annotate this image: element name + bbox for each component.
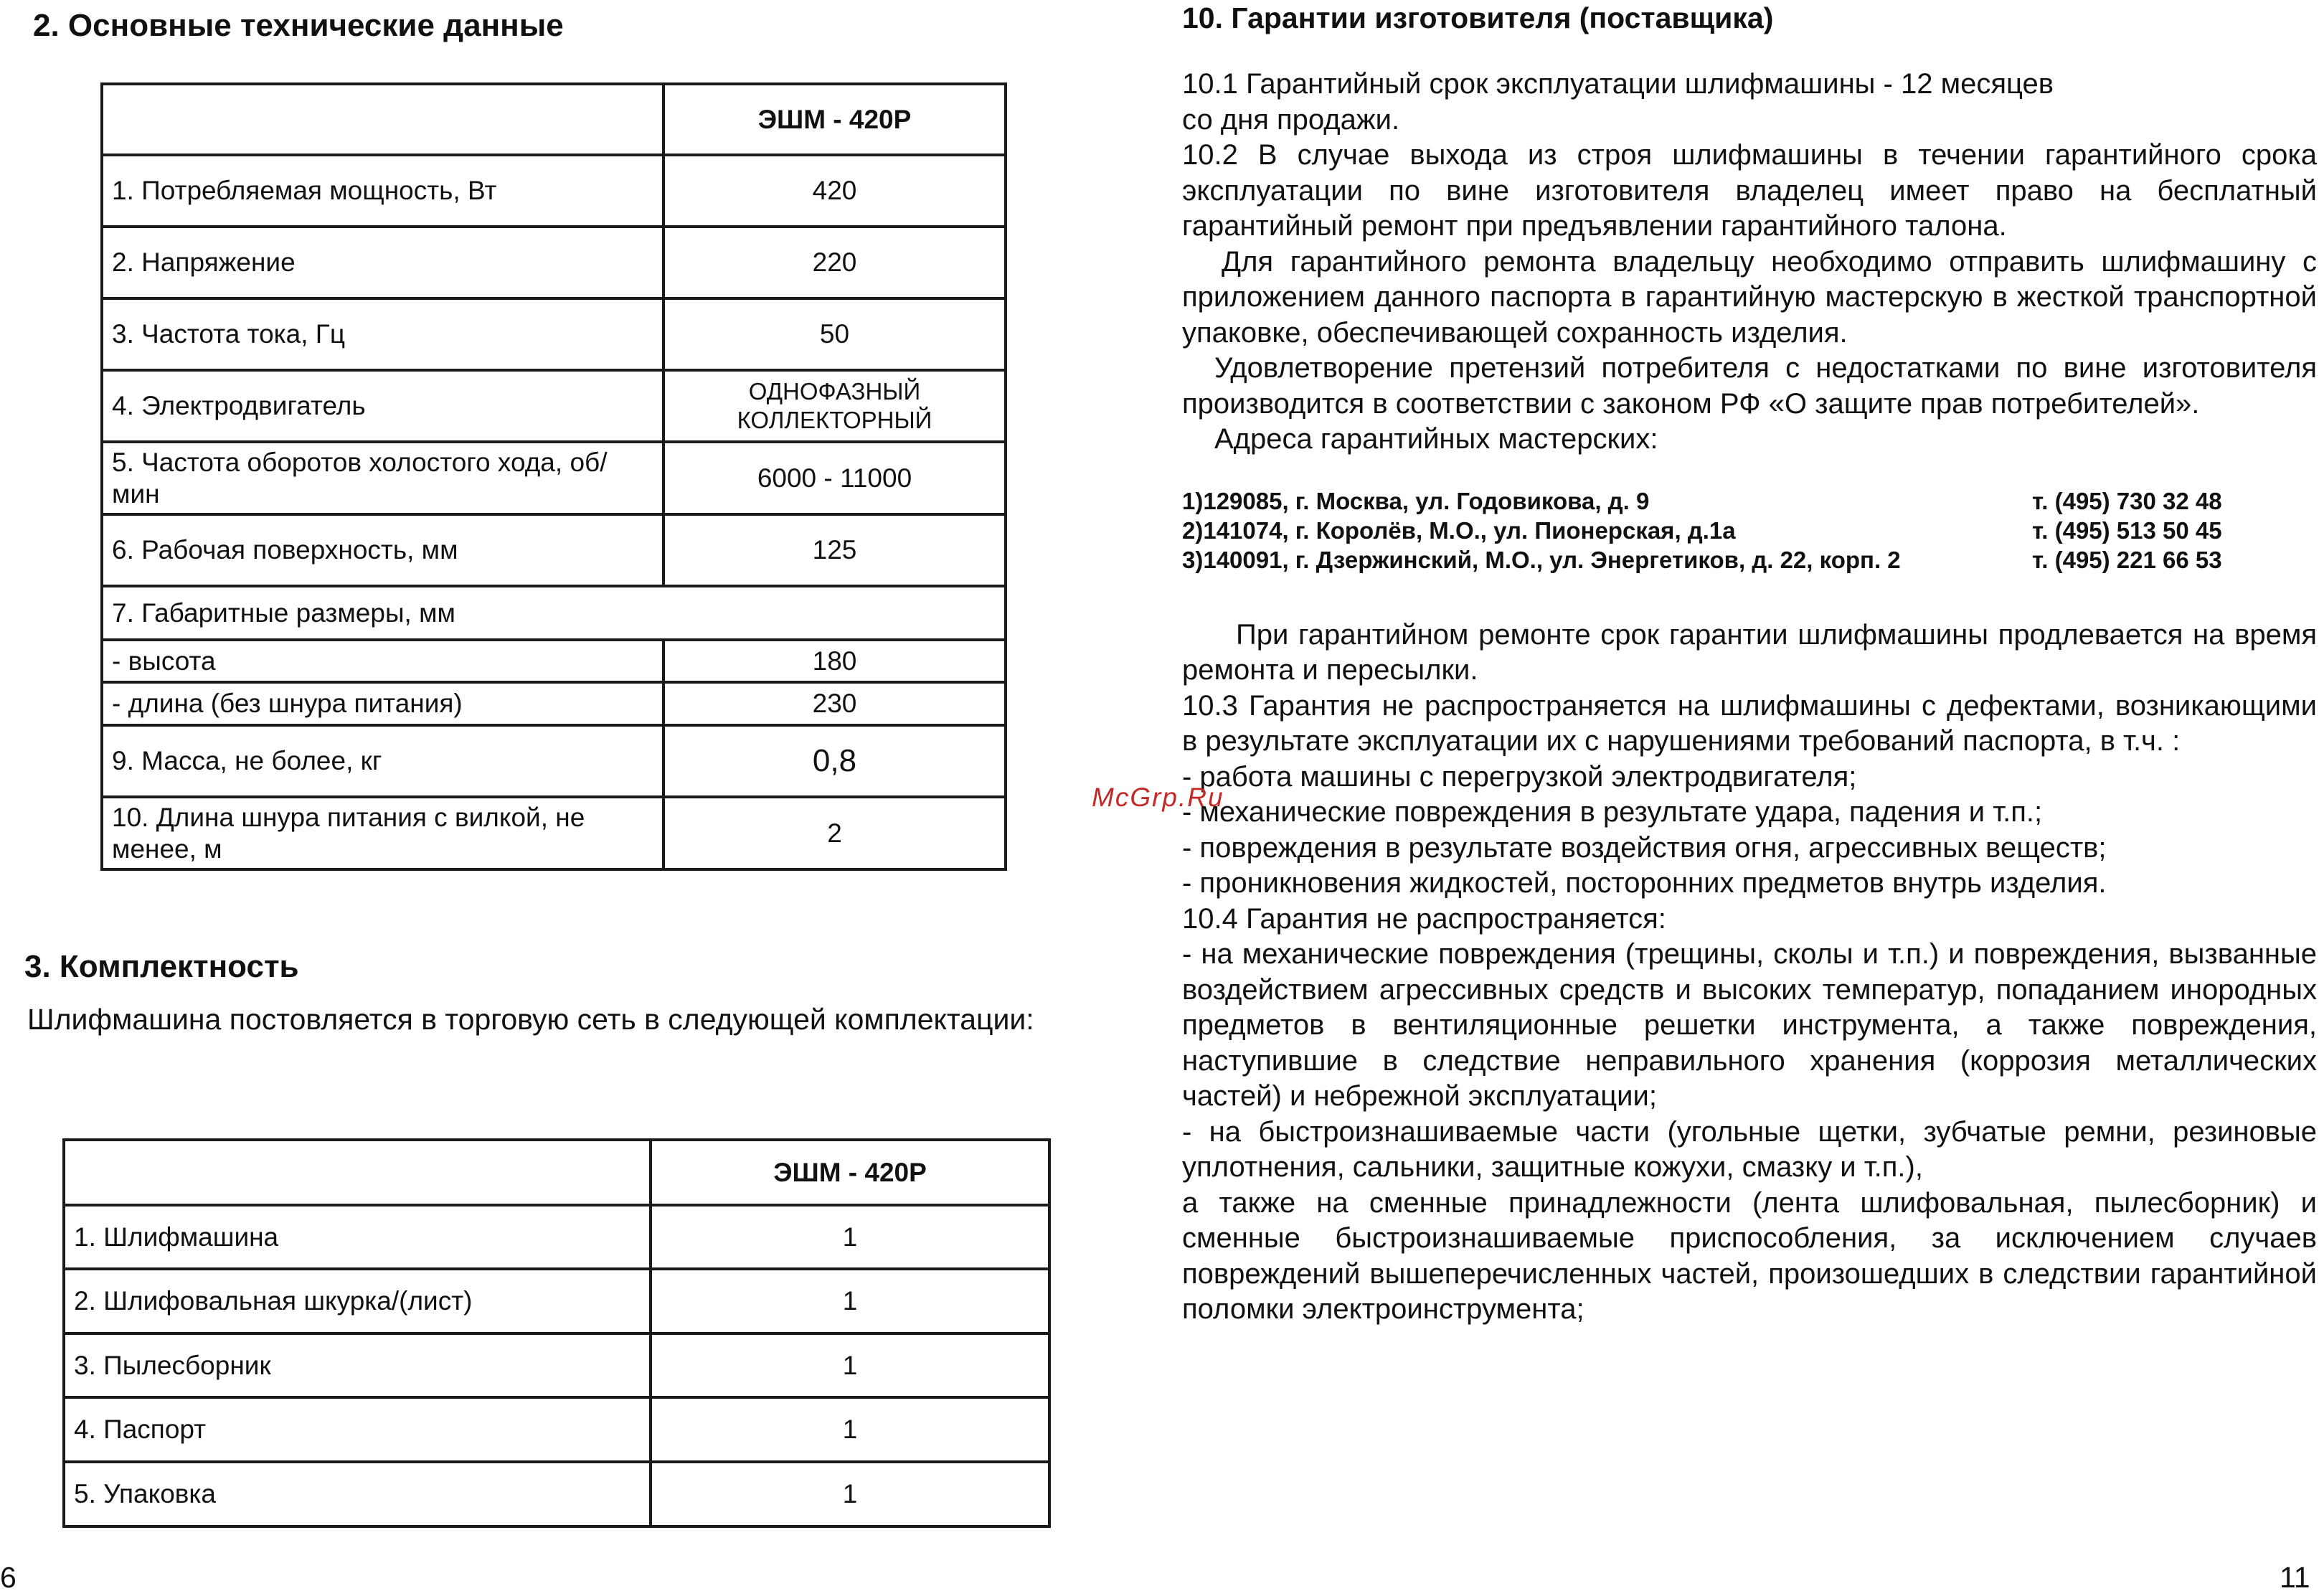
table-header-empty-cell [102,84,663,155]
address-text: 1)129085, г. Москва, ул. Годовикова, д. 9 [1182,487,1650,514]
warranty-section [1182,0,2317,1328]
table-header-empty-cell [64,1140,651,1205]
address-row [1182,545,2317,575]
item-quantity: 1 [651,1333,1049,1397]
warranty-paragraph: - на механические повреждения (трещины, сколы и т.п.) и повреждения, вызванные воздействием агрессивных средств и высоких температур, попаданием инородных предметов в вентиляционные решетки инструмента, а также повреждения, наступившие в следствие неправильного хранения (коррозия металлических частей) и небрежной эксплуатации; [1182,938,2317,1112]
package-contents-table [62,1138,1051,1528]
table-header-row [64,1140,1049,1205]
table-row [64,1205,1049,1269]
item-label: 2. Шлифовальная шкурка/(лист) [64,1269,651,1333]
warranty-bullet: - механические повреждения в результате удара, падения и т.п.; [1182,796,2043,828]
phone-text: т. (495) 513 50 45 [2032,516,2222,544]
section-2-title: 2. Основные технические данные [33,8,564,43]
spec-label: 7. Габаритные размеры, мм [102,586,1006,640]
service-addresses [1182,486,2317,575]
warranty-paragraph: Для гарантийного ремонта владельцу необходимо отправить шлифмашину с приложением данного паспорта в гарантийную мастерскую в жесткой транспортной упаковке, обеспечивающей сохранность изделия. [1182,245,2317,349]
item-label: 4. Паспорт [64,1397,651,1462]
spec-value [663,370,1006,442]
warranty-paragraph: а также на сменные принадлежности (лента шлифовальная, пылесборник) и сменные быстроизнашиваемые приспособления, за исключением случаев повреждений вышеперечисленных частей, произошедших в следствии гарантийной поломки электроинструмента; [1182,1186,2317,1325]
warranty-title: 10. Гарантии изготовителя (поставщика) [1182,1,1774,34]
table-row [64,1462,1049,1526]
item-quantity: 1 [651,1205,1049,1269]
warranty-paragraph: - на быстроизнашиваемые части (угольные щетки, зубчатые ремни, резиновые уплотнения, сальники, защитные кожухи, смазку и т.п.), [1182,1115,2317,1183]
warranty-bullet: - работа машины с перегрузкой электродвигателя; [1182,760,1857,793]
model-header: ЭШМ - 420Р [651,1140,1049,1205]
warranty-paragraph: При гарантийном ремонте срок гарантии шлифмашины продлевается на время ремонта и пересылки. [1182,618,2317,686]
table-row [102,640,1006,682]
warranty-paragraph: Удовлетворение претензий потребителя с недостатками по вине изготовителя производится в соответствии с законом РФ «О защите прав потребителей». [1182,352,2317,420]
address-row [1182,516,2317,545]
warranty-paragraph: 10.3 Гарантия не распространяется на шлифмашины с дефектами, возникающими в результате эксплуатации их с нарушениями требований паспорта, в т.ч. : [1182,689,2317,757]
table-row [102,298,1006,370]
table-row [102,227,1006,298]
spec-value: 230 [663,682,1006,725]
spec-label: 2. Напряжение [102,227,663,298]
table-row [102,797,1006,869]
address-row [1182,486,2317,516]
warranty-bullet: - проникновения жидкостей, посторонних предметов внутрь изделия. [1182,867,2107,899]
section-3-intro: Шлифмашина постовляется в торговую сеть в следующей комплектации: [27,1003,1034,1036]
spec-value: 0,8 [663,725,1006,797]
table-row [64,1333,1049,1397]
item-label: 3. Пылесборник [64,1333,651,1397]
item-label: 1. Шлифмашина [64,1205,651,1269]
table-row [102,586,1006,640]
spec-value: 420 [663,155,1006,227]
spec-value: 220 [663,227,1006,298]
spec-label: - длина (без шнура питания) [102,682,663,725]
spec-value: 2 [663,797,1006,869]
phone-text: т. (495) 221 66 53 [2032,546,2222,573]
section-3-title: 3. Комплектность [24,949,299,984]
spec-label: 1. Потребляемая мощность, Вт [102,155,663,227]
table-row [102,514,1006,586]
warranty-paragraph: 10.2 В случае выхода из строя шлифмашины в течении гарантийного срока эксплуатации по вине изготовителя владелец имеет право на бесплатный гарантийный ремонт при предъявлении гарантийного талона. [1182,139,2317,242]
spec-value: 180 [663,640,1006,682]
spec-value: 6000 - 11000 [663,442,1006,514]
spec-label: - высота [102,640,663,682]
left-page-number: 6 [0,1561,16,1594]
spec-label: 5. Частота оборотов холостого хода, об/мин [102,442,663,514]
table-row [102,725,1006,797]
table-row [102,370,1006,442]
table-row [102,682,1006,725]
phone-text: т. (495) 730 32 48 [2032,487,2222,514]
watermark: McGrp.Ru [1092,783,1224,812]
item-quantity: 1 [651,1462,1049,1526]
table-row [102,155,1006,227]
spec-value-line: КОЛЛЕКТОРНЫЙ [737,407,932,433]
table-row [64,1269,1049,1333]
warranty-paragraph: 10.4 Гарантия не распространяется: [1182,902,1666,935]
spec-value-line: ОДНОФАЗНЫЙ [748,378,921,405]
table-row [64,1397,1049,1462]
warranty-paragraph: 10.1 Гарантийный срок эксплуатации шлифмашины - 12 месяцев [1182,68,2054,100]
spec-label: 3. Частота тока, Гц [102,298,663,370]
address-text: 2)141074, г. Королёв, М.О., ул. Пионерская, д.1а [1182,516,1736,544]
tech-specs-table [100,82,1007,871]
item-quantity: 1 [651,1269,1049,1333]
model-header: ЭШМ - 420Р [663,84,1006,155]
warranty-paragraph: Адреса гарантийных мастерских: [1214,423,1658,455]
address-text: 3)140091, г. Дзержинский, М.О., ул. Энергетиков, д. 22, корп. 2 [1182,546,1901,573]
spec-value: 50 [663,298,1006,370]
spec-label: 10. Длина шнура питания с вилкой, не менее, м [102,797,663,869]
table-row [102,442,1006,514]
spec-label: 6. Рабочая поверхность, мм [102,514,663,586]
spec-value: 125 [663,514,1006,586]
table-header-row [102,84,1006,155]
spec-label: 9. Масса, не более, кг [102,725,663,797]
spec-label: 4. Электродвигатель [102,370,663,442]
warranty-paragraph: со дня продажи. [1182,103,1400,136]
warranty-bullet: - повреждения в результате воздействия огня, агрессивных веществ; [1182,831,2107,864]
right-page-number: 11 [2280,1561,2310,1594]
item-quantity: 1 [651,1397,1049,1462]
item-label: 5. Упаковка [64,1462,651,1526]
